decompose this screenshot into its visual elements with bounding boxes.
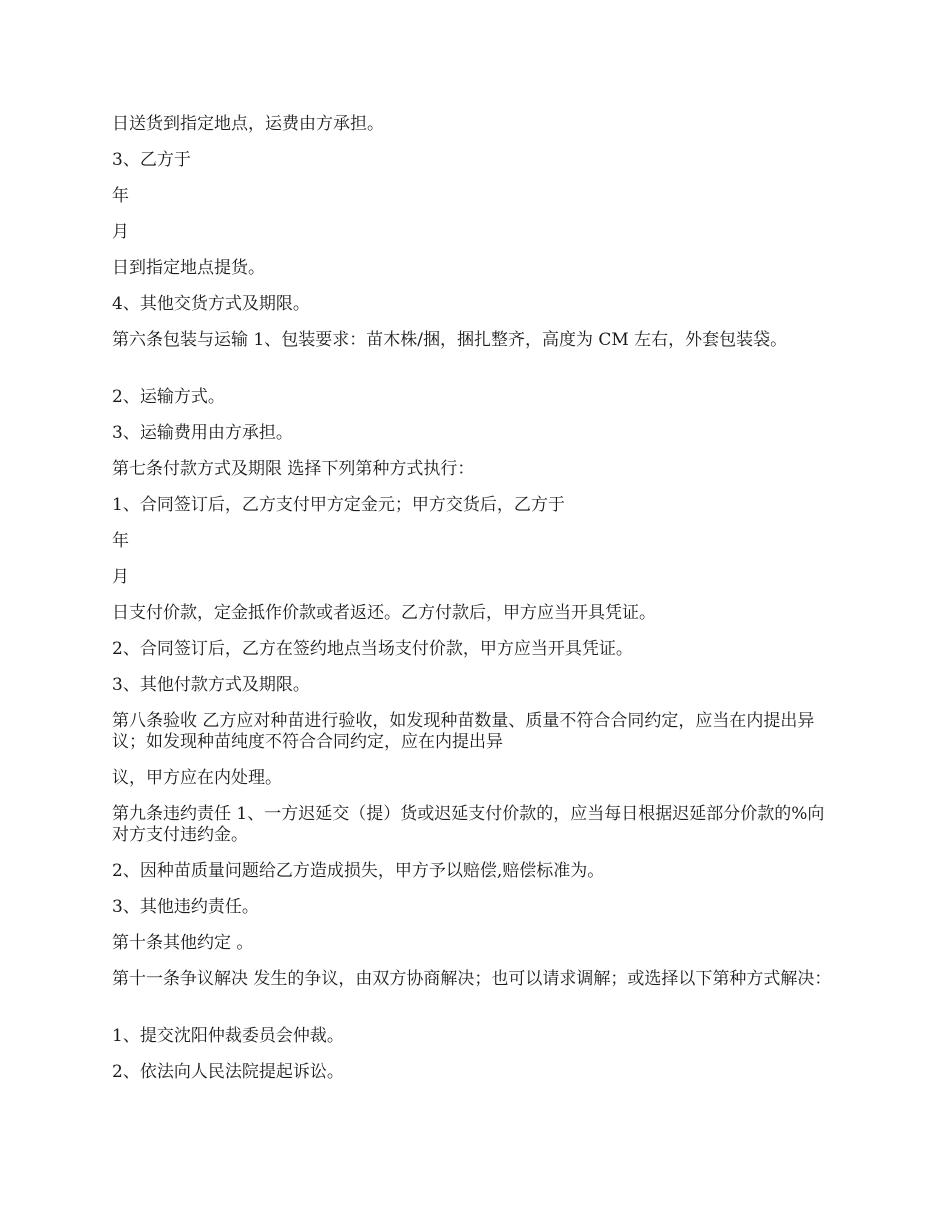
paragraph-year: 年	[112, 186, 129, 206]
paragraph-article-9-liability: 第九条违约责任 1、一方迟延交（提）货或迟延支付价款的，应当每日根据迟延部分价款的%向对方支付违约金。	[112, 804, 825, 845]
paragraph-month: 月	[112, 567, 129, 587]
paragraph-article-7-payment: 第七条付款方式及期限 选择下列第种方式执行：	[112, 459, 475, 479]
paragraph-month: 月	[112, 222, 129, 242]
paragraph-article-8-inspection: 第八条验收 乙方应对种苗进行验收，如发现种苗数量、质量不符合合同约定，应当在内提出异议；如发现种苗纯度不符合合同约定，应在内提出异	[112, 711, 815, 752]
paragraph-article-11-dispute: 第十一条争议解决 发生的争议，由双方协商解决；也可以请求调解；或选择以下第种方式解决：	[112, 969, 832, 989]
paragraph-pickup-party: 3、乙方于	[112, 150, 191, 170]
paragraph-transport-fee: 3、运输费用由方承担。	[112, 423, 293, 443]
paragraph-payment-option-1: 1、合同签订后，乙方支付甲方定金元；甲方交货后，乙方于	[112, 495, 565, 515]
paragraph-pickup-location: 日到指定地点提货。	[112, 258, 265, 278]
paragraph-inspection-continued: 议，甲方应在内处理。	[112, 768, 282, 788]
paragraph-liability-other: 3、其他违约责任。	[112, 897, 259, 917]
paragraph-transport-method: 2、运输方式。	[112, 387, 225, 407]
paragraph-dispute-arbitration: 1、提交沈阳仲裁委员会仲裁。	[112, 1026, 344, 1046]
paragraph-delivery-fee: 日送货到指定地点，运费由方承担。	[112, 114, 384, 134]
paragraph-dispute-litigation: 2、依法向人民法院提起诉讼。	[112, 1062, 344, 1082]
paragraph-other-delivery: 4、其他交货方式及期限。	[112, 294, 310, 314]
paragraph-year: 年	[112, 531, 129, 551]
paragraph-article-6-packaging: 第六条包装与运输 1、包装要求：苗木株/捆，捆扎整齐，高度为 CM 左右，外套包装袋。	[112, 330, 788, 350]
paragraph-payment-option-2: 2、合同签订后，乙方在签约地点当场支付价款，甲方应当开具凭证。	[112, 639, 633, 659]
paragraph-payment-deposit: 日支付价款，定金抵作价款或者返还。乙方付款后，甲方应当开具凭证。	[112, 603, 656, 623]
paragraph-payment-option-3: 3、其他付款方式及期限。	[112, 675, 310, 695]
paragraph-article-10-other: 第十条其他约定 。	[112, 933, 254, 953]
paragraph-liability-compensation: 2、因种苗质量问题给乙方造成损失，甲方予以赔偿,赔偿标准为。	[112, 861, 605, 881]
